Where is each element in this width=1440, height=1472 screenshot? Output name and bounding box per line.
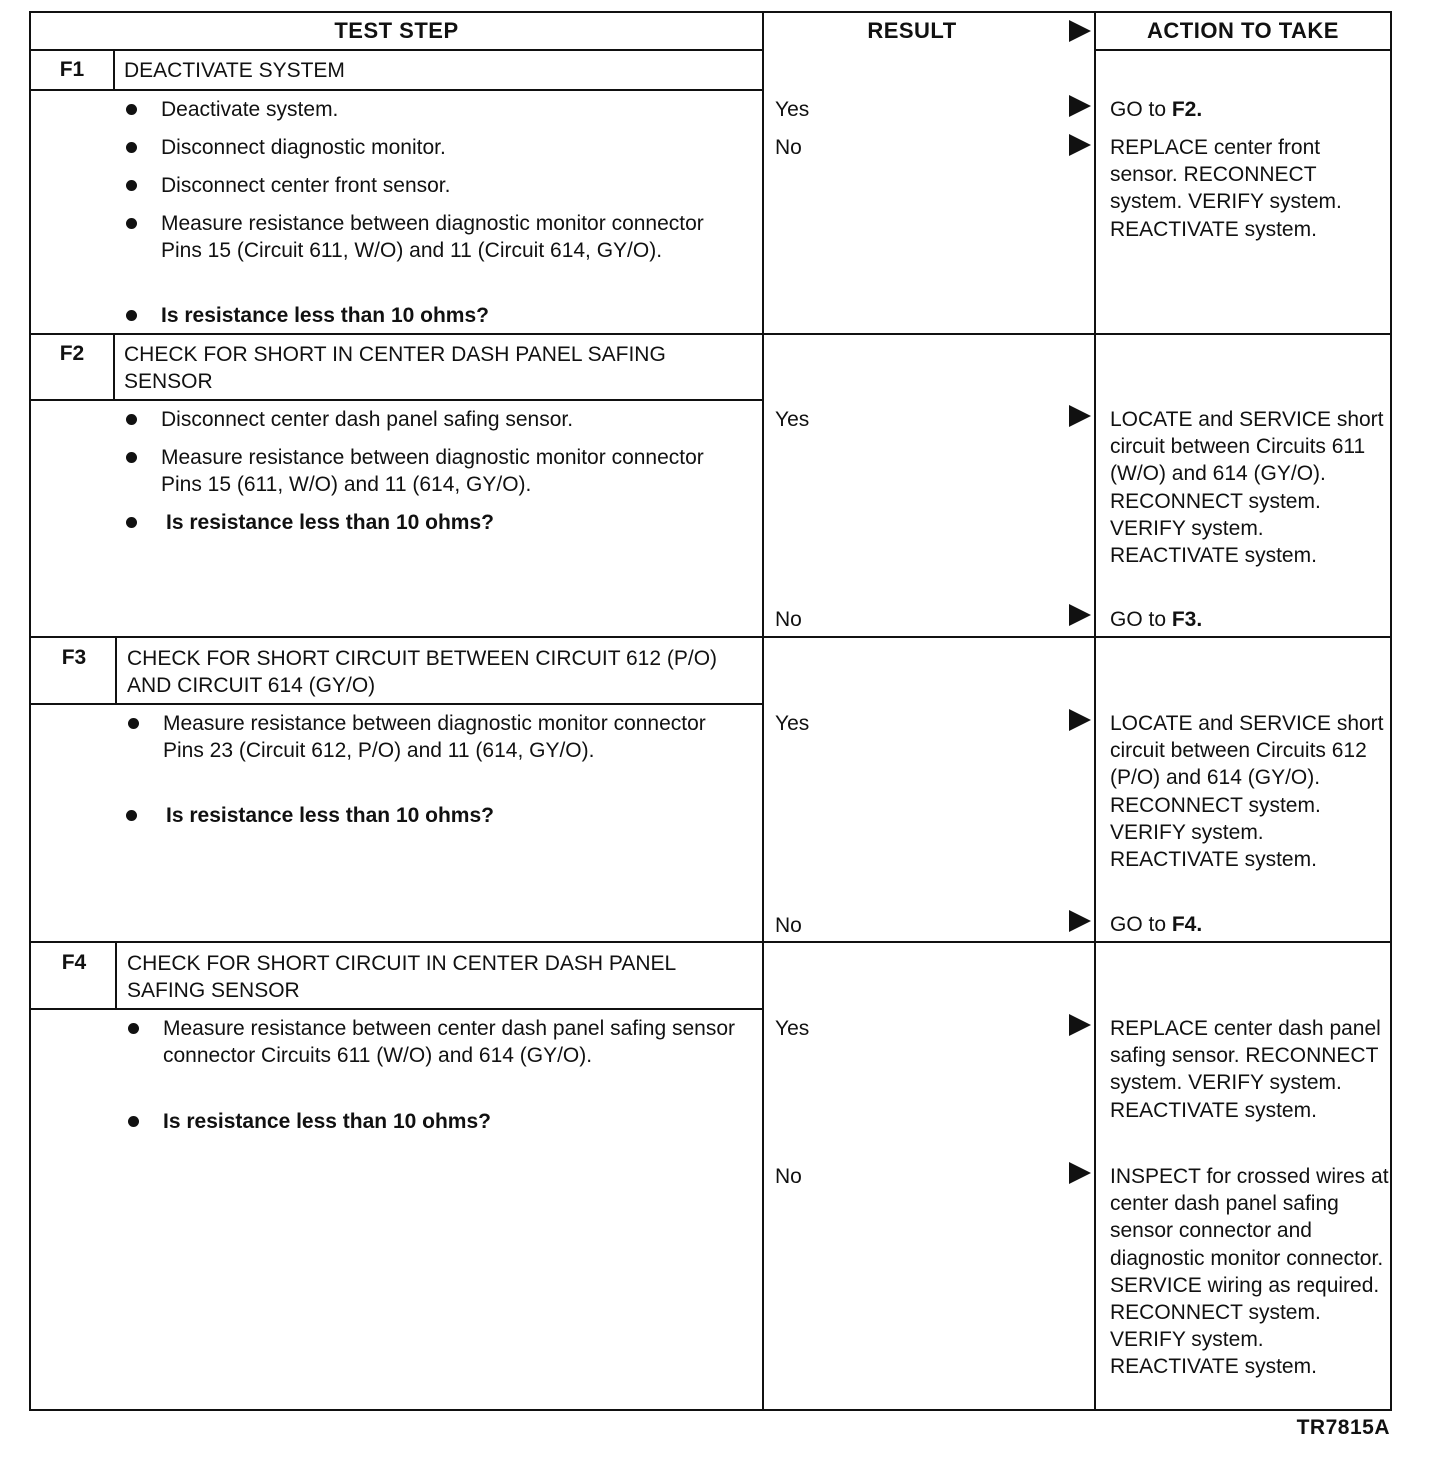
step-bullet: Measure resistance between center dash panel safing sensor connector Circuits 611 (W/O) and 614 (GY/O). <box>125 1015 745 1069</box>
right-arrow-icon <box>1069 20 1091 42</box>
step-id-divider <box>113 333 115 400</box>
step-id-divider <box>115 636 117 703</box>
column-divider <box>762 13 764 1411</box>
step-divider <box>31 941 1392 943</box>
right-arrow-icon <box>1069 134 1091 156</box>
action-text: LOCATE and SERVICE short circuit between Circuits 612 (P/O) and 614 (GY/O). RECONNECT system. VERIFY system. REACTIVATE system. <box>1110 712 1384 872</box>
right-arrow-icon <box>1069 604 1091 626</box>
action-text: INSPECT for crossed wires at center dash panel safing sensor connector and diagnostic monitor connector. SERVICE wiring as required. RECONNECT system. VERIFY system. REACTIVATE system. <box>1110 1165 1389 1379</box>
header-divider <box>1094 49 1392 51</box>
action-text: LOCATE and SERVICE short circuit between Circuits 611 (W/O) and 614 (GY/O). RECONNECT system. VERIFY system. REACTIVATE system. <box>1110 408 1384 568</box>
step-bullet: Disconnect center front sensor. <box>123 172 743 199</box>
step-title: CHECK FOR SHORT CIRCUIT BETWEEN CIRCUIT 612 (P/O) AND CIRCUIT 614 (GY/O) <box>127 647 718 697</box>
step-id: F3 <box>61 646 87 669</box>
step-title-divider <box>31 1008 762 1010</box>
step-bullet: Disconnect diagnostic monitor. <box>123 134 743 161</box>
header-result: RESULT <box>867 18 957 43</box>
header-action: ACTION TO TAKE <box>1147 18 1339 43</box>
bullet-dot-icon <box>126 810 137 821</box>
figure-code: TR7815A <box>1296 1416 1390 1439</box>
right-arrow-icon <box>1069 1014 1091 1036</box>
step-bullet: Measure resistance between diagnostic monitor connector Pins 23 (Circuit 612, P/O) and 11 (614, GY/O). <box>125 710 745 764</box>
result-label: No <box>775 914 802 937</box>
result-label: No <box>775 608 802 631</box>
bullet-dot-icon <box>126 142 137 153</box>
column-divider <box>1094 13 1096 1411</box>
step-bullet: Measure resistance between diagnostic monitor connector Pins 15 (Circuit 611, W/O) and 11 (Circuit 614, GY/O). <box>123 210 743 264</box>
action-text: GO to F2. <box>1110 98 1203 121</box>
header-divider <box>31 49 762 51</box>
result-label: Yes <box>775 408 810 431</box>
bullet-dot-icon <box>128 1116 139 1127</box>
step-question: Is resistance less than 10 ohms? <box>123 509 743 536</box>
step-bullet: Measure resistance between diagnostic monitor connector Pins 15 (611, W/O) and 11 (614, GY/O). <box>123 444 743 498</box>
action-text: REPLACE center dash panel safing sensor. RECONNECT system. VERIFY system. REACTIVATE system. <box>1110 1017 1381 1122</box>
action-text: GO to F3. <box>1110 608 1203 631</box>
right-arrow-icon <box>1069 95 1091 117</box>
step-id-divider <box>113 49 115 89</box>
step-question: Is resistance less than 10 ohms? <box>125 1108 745 1135</box>
step-id-divider <box>115 941 117 1008</box>
bullet-dot-icon <box>126 517 137 528</box>
result-label: No <box>775 136 802 159</box>
step-bullet: Disconnect center dash panel safing sensor. <box>123 406 743 433</box>
diagnostic-table <box>29 11 1392 1411</box>
bullet-dot-icon <box>126 414 137 425</box>
bullet-dot-icon <box>126 452 137 463</box>
step-question: Is resistance less than 10 ohms? <box>123 302 743 329</box>
right-arrow-icon <box>1069 405 1091 427</box>
step-id: F1 <box>59 58 85 81</box>
right-arrow-icon <box>1069 1162 1091 1184</box>
bullet-dot-icon <box>128 718 139 729</box>
step-id: F2 <box>59 342 85 365</box>
step-title-divider <box>31 399 762 401</box>
step-title-divider <box>31 703 762 705</box>
step-divider <box>31 636 1392 638</box>
right-arrow-icon <box>1069 709 1091 731</box>
bullet-dot-icon <box>128 1023 139 1034</box>
step-id: F4 <box>61 951 87 974</box>
action-text: REPLACE center front sensor. RECONNECT system. VERIFY system. REACTIVATE system. <box>1110 136 1342 241</box>
step-title: CHECK FOR SHORT CIRCUIT IN CENTER DASH PANEL SAFING SENSOR <box>127 952 676 1002</box>
bullet-dot-icon <box>126 180 137 191</box>
bullet-dot-icon <box>126 218 137 229</box>
step-divider <box>31 333 1392 335</box>
step-title: CHECK FOR SHORT IN CENTER DASH PANEL SAFING SENSOR <box>124 343 666 393</box>
result-label: Yes <box>775 98 810 121</box>
bullet-dot-icon <box>126 104 137 115</box>
bullet-dot-icon <box>126 310 137 321</box>
step-bullet: Deactivate system. <box>123 96 743 123</box>
header-test-step: TEST STEP <box>334 18 459 43</box>
result-label: Yes <box>775 712 810 735</box>
result-label: No <box>775 1165 802 1188</box>
step-question: Is resistance less than 10 ohms? <box>123 802 743 829</box>
step-title: DEACTIVATE SYSTEM <box>124 59 345 82</box>
step-title-divider <box>31 89 762 91</box>
action-text: GO to F4. <box>1110 913 1203 936</box>
result-label: Yes <box>775 1017 810 1040</box>
right-arrow-icon <box>1069 910 1091 932</box>
